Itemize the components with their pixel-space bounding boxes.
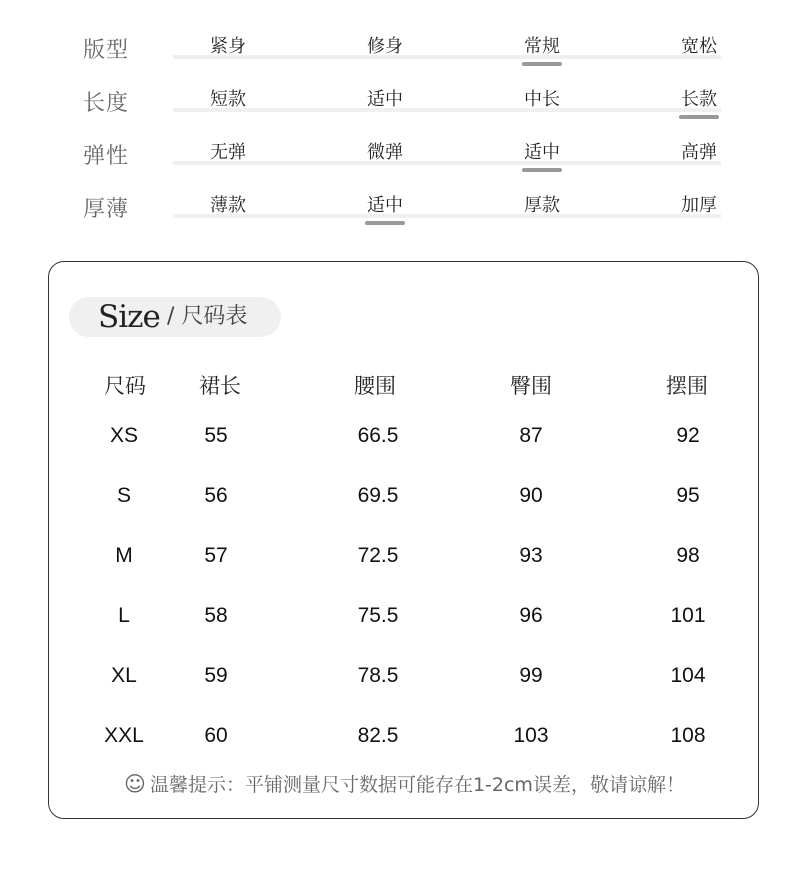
size-cell: S: [116, 484, 131, 507]
attribute-row-fit: [0, 12, 790, 62]
hip-cell: 96: [519, 604, 543, 627]
attribute-option: 加厚: [681, 195, 717, 216]
attribute-option: 厚款: [524, 195, 560, 216]
waist-cell: 66.5: [357, 424, 399, 447]
hem-cell: 98: [676, 544, 700, 567]
column-header-hem: 摆围: [666, 375, 708, 398]
skirt-length-cell: 60: [204, 724, 228, 747]
column-header-waist: 腰围: [354, 375, 396, 398]
waist-cell: 69.5: [357, 484, 399, 507]
attribute-option: 微弹: [367, 142, 403, 163]
smile-icon: ☺: [124, 772, 146, 796]
hem-cell: 104: [670, 664, 706, 687]
hip-cell: 93: [519, 544, 543, 567]
attribute-row-elasticity: [0, 118, 790, 168]
attribute-option: 修身: [367, 36, 403, 57]
hem-cell: 95: [676, 484, 700, 507]
attribute-option: 常规: [502, 32, 582, 66]
attribute-option: 适中: [367, 89, 403, 110]
attribute-label: 版型: [83, 38, 130, 63]
attribute-option: 短款: [210, 89, 246, 110]
column-header-skirt-length: 裙长: [199, 375, 241, 398]
waist-cell: 75.5: [357, 604, 399, 627]
measurement-note: [49, 770, 760, 797]
attribute-option: 长款: [659, 85, 739, 119]
attribute-option: 中长: [524, 89, 560, 110]
hem-cell: 101: [670, 604, 706, 627]
attribute-option: 无弹: [210, 142, 246, 163]
size-cell: M: [115, 544, 133, 567]
skirt-length-cell: 56: [204, 484, 228, 507]
column-header-size: 尺码: [104, 375, 146, 398]
waist-cell: 72.5: [357, 544, 399, 567]
size-cell: L: [118, 604, 130, 627]
attribute-option: 薄款: [210, 195, 246, 216]
attribute-section: [0, 0, 790, 230]
measurement-note-text: 温馨提示：平铺测量尺寸数据可能存在1-2cm误差，敬请谅解！: [149, 774, 685, 796]
waist-cell: 78.5: [357, 664, 399, 687]
attribute-label: 弹性: [83, 144, 130, 169]
attribute-option: 紧身: [210, 36, 246, 57]
skirt-length-cell: 55: [204, 424, 228, 447]
skirt-length-cell: 58: [204, 604, 228, 627]
attribute-option: 适中: [502, 138, 582, 172]
size-cell: XS: [109, 424, 138, 447]
skirt-length-cell: 59: [204, 664, 228, 687]
waist-cell: 82.5: [357, 724, 399, 747]
attribute-option: 宽松: [681, 36, 717, 57]
hip-cell: 103: [513, 724, 549, 747]
skirt-length-cell: 57: [204, 544, 228, 567]
size-title-en: Size: [98, 299, 160, 335]
hip-cell: 99: [519, 664, 543, 687]
attribute-option: 适中: [345, 191, 425, 225]
attribute-option: 高弹: [681, 142, 717, 163]
attribute-label: 厚薄: [83, 197, 130, 222]
attribute-label: 长度: [83, 91, 130, 116]
hip-cell: 87: [519, 424, 543, 447]
hem-cell: 108: [670, 724, 706, 747]
hip-cell: 90: [519, 484, 543, 507]
size-cell: XL: [111, 664, 137, 687]
size-table: [49, 262, 760, 820]
column-header-hip: 臀围: [510, 375, 552, 398]
size-chart-card: [48, 261, 759, 819]
hem-cell: 92: [676, 424, 700, 447]
attribute-row-thickness: [0, 171, 790, 221]
size-title-cn: / 尺码表: [167, 304, 248, 329]
size-cell: XXL: [104, 724, 144, 747]
attribute-row-length: [0, 65, 790, 115]
